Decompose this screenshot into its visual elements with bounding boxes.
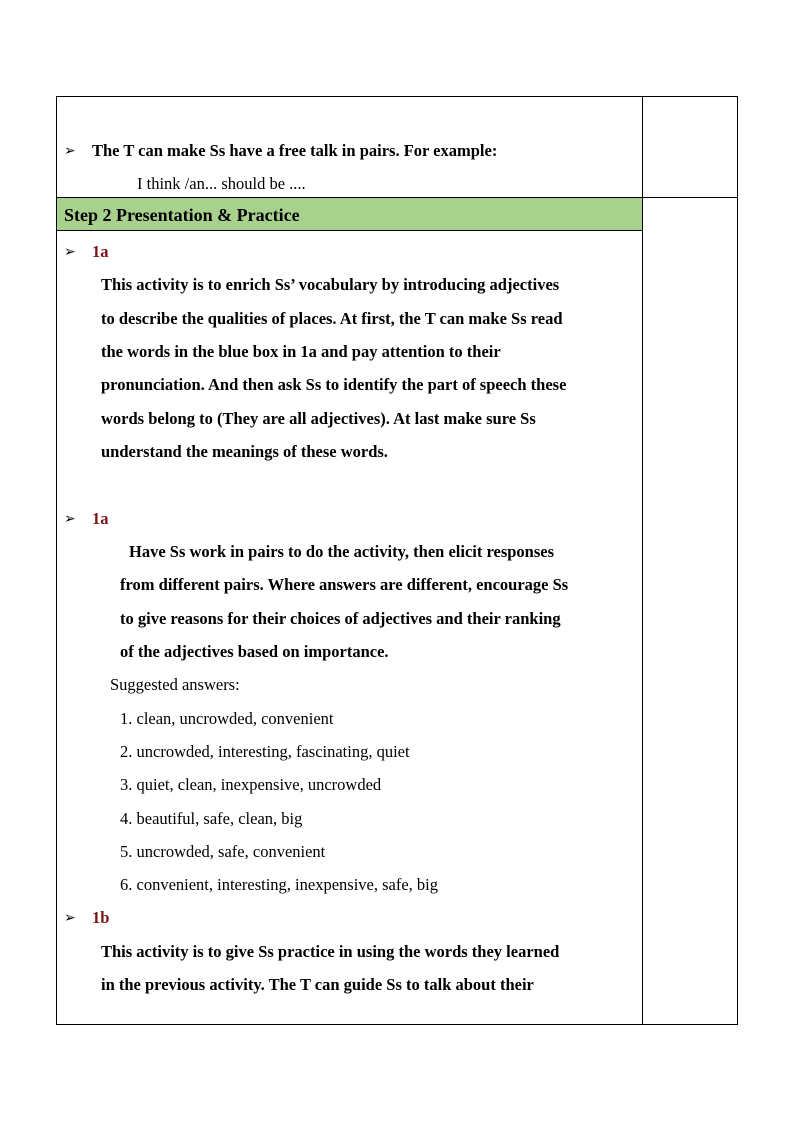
- answer-item: 2. uncrowded, interesting, fascinating, quiet: [120, 742, 410, 761]
- answer-item: 5. uncrowded, safe, convenient: [120, 842, 326, 861]
- section-3-line: in the previous activity. The T can guide Ss to talk about their: [101, 975, 534, 994]
- section-3-label: 1b: [92, 908, 110, 927]
- section-1-line: to describe the qualities of places. At first, the T can make Ss read: [101, 309, 563, 328]
- section-2-line: of the adjectives based on importance.: [120, 642, 389, 661]
- answer-item: 4. beautiful, safe, clean, big: [120, 809, 303, 828]
- step-title: Step 2 Presentation & Practice: [64, 205, 300, 225]
- intro-bullet-text: The T can make Ss have a free talk in pairs. For example:: [92, 141, 498, 160]
- answers-heading: Suggested answers:: [110, 675, 240, 694]
- section-1-line: understand the meanings of these words.: [101, 442, 388, 461]
- column-divider: [642, 97, 643, 1024]
- arrow-bullet-icon: ➢: [64, 143, 76, 159]
- section-3-line: This activity is to give Ss practice in using the words they learned: [101, 942, 560, 961]
- section-1-line: words belong to (They are all adjectives). At last make sure Ss: [101, 409, 536, 428]
- section-2-line: Have Ss work in pairs to do the activity, then elicit responses: [129, 542, 555, 561]
- answer-item: 3. quiet, clean, inexpensive, uncrowded: [120, 775, 382, 794]
- section-1-line: pronunciation. And then ask Ss to identify the part of speech these: [101, 375, 567, 394]
- arrow-bullet-icon: ➢: [64, 511, 76, 527]
- section-1-line: the words in the blue box in 1a and pay attention to their: [101, 342, 501, 361]
- section-2-line: from different pairs. Where answers are different, encourage Ss: [120, 575, 569, 594]
- section-1-line: This activity is to enrich Ss’ vocabulary by introducing adjectives: [101, 275, 560, 294]
- answer-item: 6. convenient, interesting, inexpensive, safe, big: [120, 875, 438, 894]
- section-2-label: 1a: [92, 509, 109, 528]
- section-1-label: 1a: [92, 242, 109, 261]
- arrow-bullet-icon: ➢: [64, 244, 76, 260]
- section-2-line: to give reasons for their choices of adjectives and their ranking: [120, 609, 561, 628]
- answer-item: 1. clean, uncrowded, convenient: [120, 709, 334, 728]
- arrow-bullet-icon: ➢: [64, 910, 76, 926]
- step-header-band: [57, 198, 642, 231]
- intro-example: I think /an... should be ....: [137, 174, 306, 193]
